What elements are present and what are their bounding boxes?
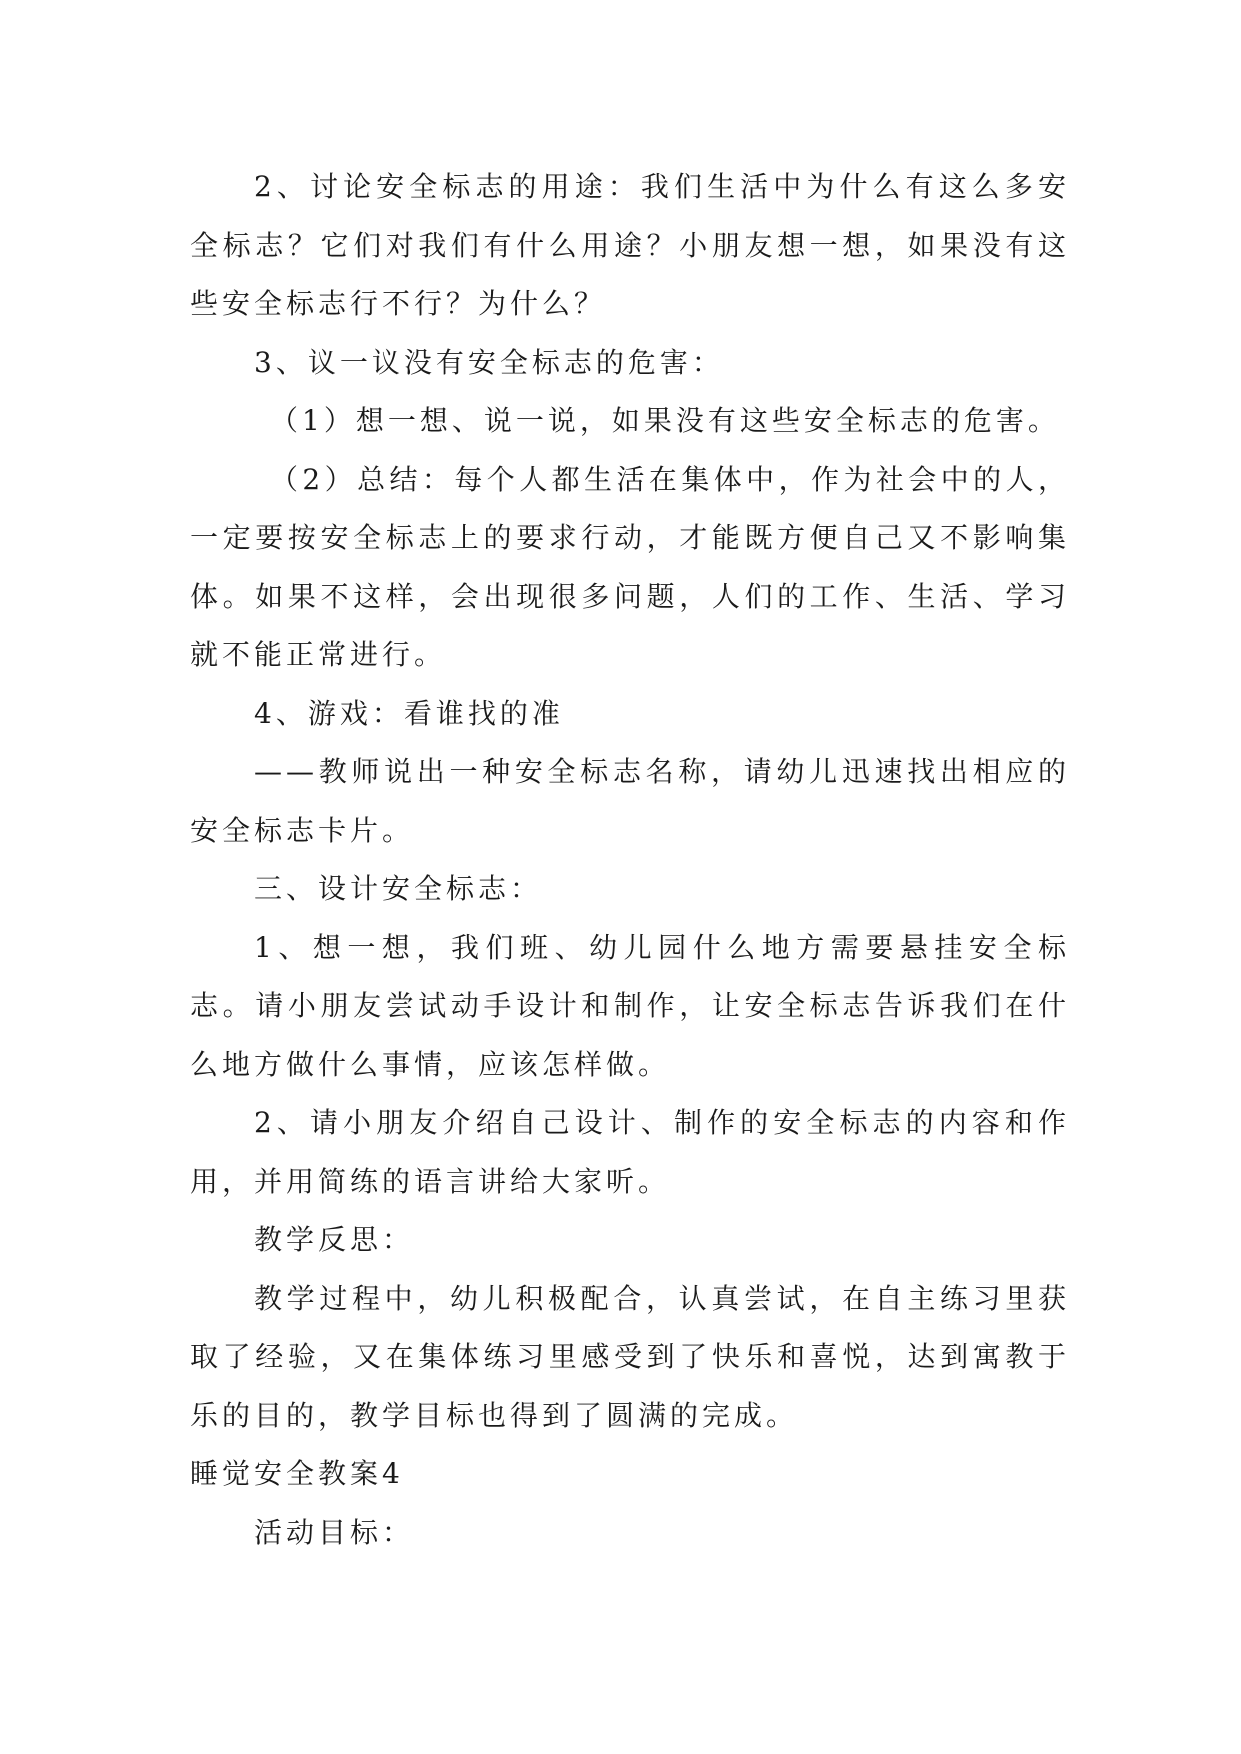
paragraph-reflection: 教学过程中，幼儿积极配合，认真尝试，在自主练习里获取了经验，又在集体练习里感受到了快乐和喜悦，达到寓教于乐的目的，教学目标也得到了圆满的完成。 <box>190 1281 1070 1432</box>
paragraph-activity-goals: 活动目标： <box>254 1515 415 1549</box>
section-title: 睡觉安全教案4 <box>190 1457 404 1490</box>
paragraph-section-design: 三、设计安全标志： <box>254 872 543 905</box>
paragraph-reflection-heading: 教学反思： <box>254 1223 415 1256</box>
paragraph-summary: （2）总结：每个人都生活在集体中，作为社会中的人，一定要按安全标志上的要求行动，才能既方便自己又不影响集体。如果不这样，会出现很多问题，人们的工作、生活、学习就不能正常进行。 <box>190 462 1070 671</box>
paragraph-discuss-usage: 2、讨论安全标志的用途：我们生活中为什么有这么多安全标志？它们对我们有什么用途？小朋友想一想，如果没有这些安全标志行不行？为什么？ <box>190 170 1070 320</box>
paragraph-design-present: 2、请小朋友介绍自己设计、制作的安全标志的内容和作用，并用简练的语言讲给大家听。 <box>190 1106 1070 1198</box>
paragraph-design-think: 1、想一想，我们班、幼儿园什么地方需要悬挂安全标志。请小朋友尝试动手设计和制作，让安全标志告诉我们在什么地方做什么事情，应该怎样做。 <box>190 930 1070 1081</box>
paragraph-game: 4、游戏：看谁找的准 <box>254 696 564 730</box>
paragraph-discuss-harm: 3、议一议没有安全标志的危害： <box>254 345 724 379</box>
paragraph-game-rule: ——教师说出一种安全标志名称，请幼儿迅速找出相应的安全标志卡片。 <box>190 755 1070 847</box>
document-body <box>190 158 1070 1562</box>
paragraph-think-say: （1）想一想、说一说，如果没有这些安全标志的危害。 <box>270 404 1060 437</box>
